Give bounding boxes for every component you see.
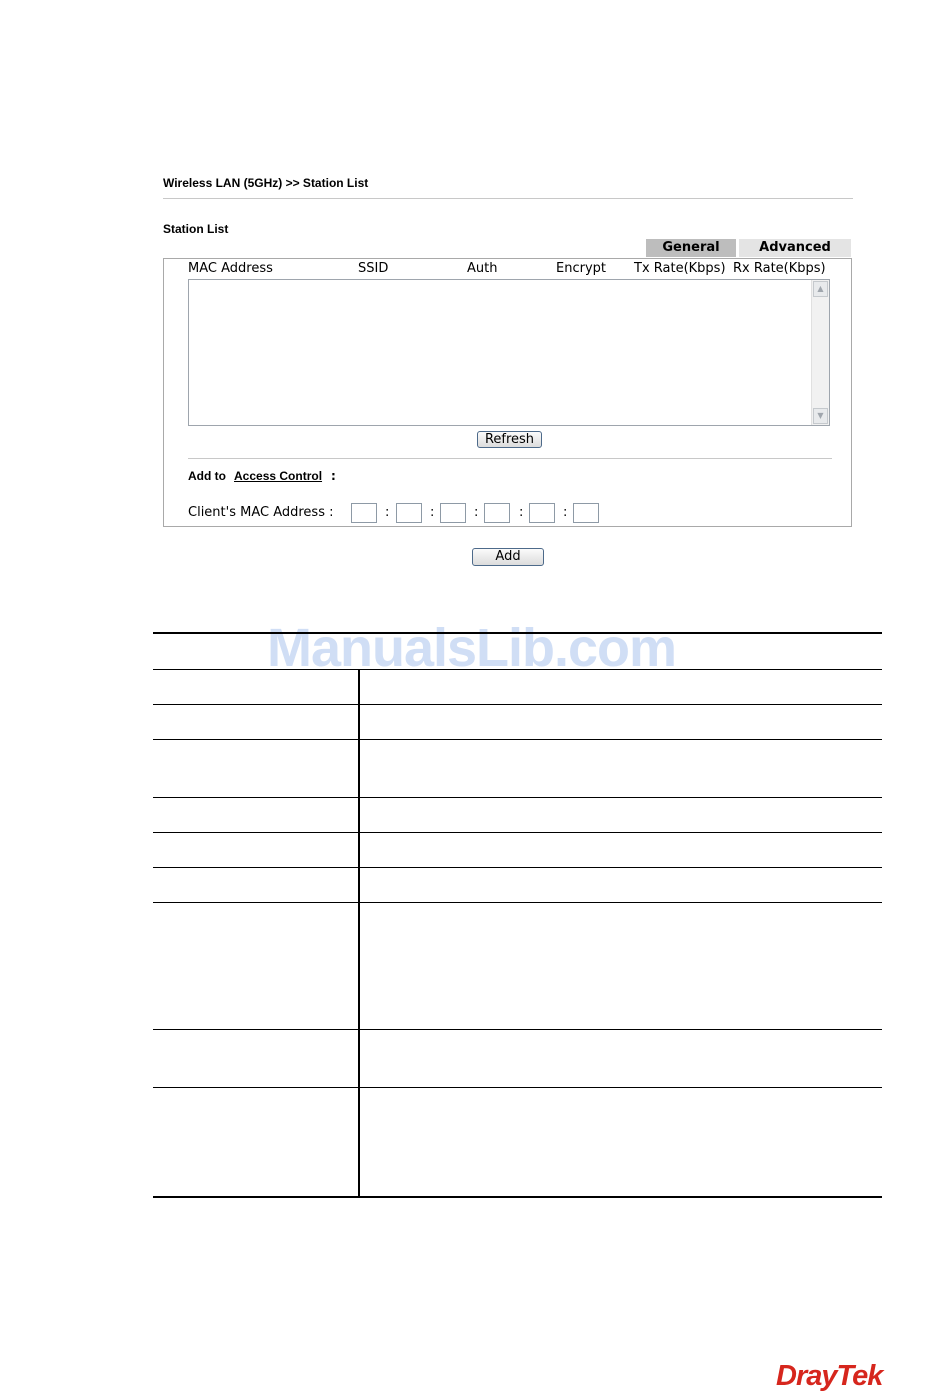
column-header-ssid: SSID [358, 261, 389, 276]
add-to-label: Add to [188, 469, 226, 483]
access-control-link[interactable]: Access Control [234, 469, 323, 483]
table-row [153, 669, 882, 704]
table-row [153, 797, 882, 832]
draytek-logo: DrayTek [776, 1360, 883, 1392]
mac-octet-2-input[interactable] [396, 503, 422, 523]
mac-separator: : [563, 505, 568, 520]
mac-separator: : [430, 505, 435, 520]
tab-general[interactable]: General [646, 239, 736, 257]
mac-octet-3-input[interactable] [440, 503, 466, 523]
scroll-down-icon[interactable]: ▼ [813, 408, 828, 424]
mac-separator: : [474, 505, 479, 520]
table-row [153, 1087, 882, 1197]
table-row [153, 1029, 882, 1087]
access-control-colon: : [331, 469, 336, 483]
column-header-tx-rate: Tx Rate(Kbps) [634, 261, 726, 276]
table-row [153, 867, 882, 902]
column-header-encrypt: Encrypt [556, 261, 606, 276]
panel-divider [188, 458, 832, 459]
table-row [153, 832, 882, 867]
tab-advanced[interactable]: Advanced [739, 239, 851, 257]
mac-separator: : [519, 505, 524, 520]
mac-separator: : [385, 505, 390, 520]
watermark: ManualsLib.com [267, 618, 677, 678]
breadcrumb: Wireless LAN (5GHz) >> Station List [163, 176, 369, 190]
section-title: Station List [163, 222, 229, 236]
table-row [153, 633, 882, 669]
header-divider [163, 198, 853, 199]
mac-octet-5-input[interactable] [529, 503, 555, 523]
column-header-mac-address: MAC Address [188, 261, 273, 276]
description-table [153, 632, 882, 1198]
mac-octet-6-input[interactable] [573, 503, 599, 523]
scroll-up-icon[interactable]: ▲ [813, 281, 828, 297]
table-row [153, 704, 882, 739]
refresh-button[interactable]: Refresh [477, 431, 542, 448]
table-row [153, 739, 882, 797]
station-listbox[interactable] [188, 279, 830, 426]
listbox-scrollbar[interactable] [811, 280, 829, 425]
mac-octet-4-input[interactable] [484, 503, 510, 523]
column-header-rx-rate: Rx Rate(Kbps) [733, 261, 826, 276]
client-mac-label: Client's MAC Address : [188, 505, 334, 520]
mac-octet-1-input[interactable] [351, 503, 377, 523]
column-header-auth: Auth [467, 261, 498, 276]
table-row [153, 902, 882, 1029]
add-button[interactable]: Add [472, 548, 544, 566]
